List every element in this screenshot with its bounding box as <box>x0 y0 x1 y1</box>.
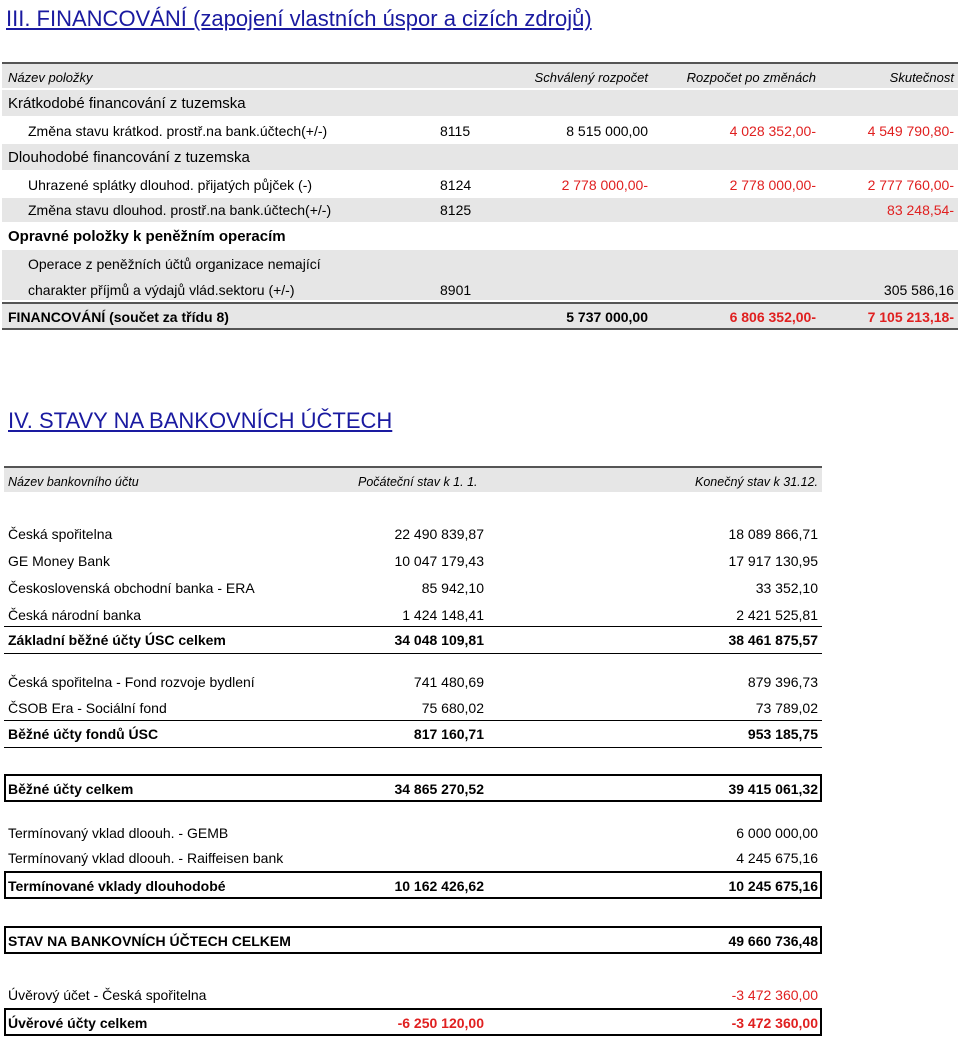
account-end: 4 245 675,16 <box>736 850 818 866</box>
table-row <box>2 118 958 144</box>
col-account-name: Název bankovního účtu <box>8 475 139 489</box>
row-code: 8901 <box>440 282 472 298</box>
subtotal-end: 953 185,75 <box>747 726 818 742</box>
row-label: Krátkodobé financování z tuzemska <box>8 95 246 112</box>
col-end: Konečný stav k 31.12. <box>695 475 818 489</box>
total-label: Termínované vklady dlouhodobé <box>8 878 226 894</box>
account-end: 17 917 130,95 <box>728 553 818 569</box>
row-label: Uhrazené splátky dlouhod. přijatých půjček (-) <box>28 177 313 193</box>
col-approved: Schválený rozpočet <box>534 70 648 85</box>
col-changed: Rozpočet po změnách <box>686 70 816 85</box>
section3-header-row <box>2 62 958 88</box>
total-label: Běžné účty celkem <box>8 781 134 797</box>
row-code: 8124 <box>440 177 472 193</box>
account-end: 18 089 866,71 <box>728 526 818 542</box>
subtotal-start: 817 160,71 <box>413 726 484 742</box>
row-actual: 83 248,54- <box>887 202 954 218</box>
account-label: Česká spořitelna <box>8 526 113 542</box>
account-start: 1 424 148,41 <box>402 607 484 623</box>
total-label: STAV NA BANKOVNÍCH ÚČTECH CELKEM <box>8 933 291 949</box>
total-end: 49 660 736,48 <box>728 933 818 949</box>
total-start: -6 250 120,00 <box>397 1015 484 1031</box>
section3-title: III. FINANCOVÁNÍ (zapojení vlastních úspor a cizích zdrojů) <box>6 6 592 31</box>
current-total-row <box>4 774 822 802</box>
row-actual: 4 549 790,80- <box>867 123 954 139</box>
account-start: 85 942,10 <box>421 580 484 596</box>
section4-header-row <box>4 466 822 492</box>
total-actual: 7 105 213,18- <box>867 309 954 325</box>
subtotal-end: 38 461 875,57 <box>728 632 818 648</box>
table-row <box>2 250 958 300</box>
table-row <box>2 144 958 170</box>
account-start: 75 680,02 <box>421 700 484 716</box>
row-label: Změna stavu dlouhod. prostř.na bank.účtech(+/-) <box>28 202 332 218</box>
loan-total-row <box>4 1008 822 1036</box>
row-approved: 2 778 000,00- <box>561 177 648 193</box>
row-changed: 4 028 352,00- <box>729 123 816 139</box>
row-label: Dlouhodobé financování z tuzemska <box>8 149 250 166</box>
account-label: Úvěrový účet - Česká spořitelna <box>8 987 207 1003</box>
total-label: Úvěrové účty celkem <box>8 1015 148 1031</box>
account-end: 33 352,10 <box>755 580 818 596</box>
table-row <box>2 90 958 116</box>
account-end: 6 000 000,00 <box>736 825 818 841</box>
total-approved: 5 737 000,00 <box>566 309 648 325</box>
subtotal-start: 34 048 109,81 <box>394 632 484 648</box>
row-actual: 2 777 760,00- <box>867 177 954 193</box>
row-label: Opravné položky k peněžním operacím <box>8 228 286 245</box>
total-start: 10 162 426,62 <box>394 878 484 894</box>
account-label: Česká spořitelna - Fond rozvoje bydlení <box>8 674 255 690</box>
col-actual: Skutečnost <box>889 70 954 85</box>
account-label: Československá obchodní banka - ERA <box>8 580 255 596</box>
table-row <box>2 198 958 222</box>
account-end: 2 421 525,81 <box>736 607 818 623</box>
account-label: GE Money Bank <box>8 553 110 569</box>
total-end: 10 245 675,16 <box>728 878 818 894</box>
row-label: Změna stavu krátkod. prostř.na bank.účtech(+/-) <box>28 123 328 139</box>
account-start: 741 480,69 <box>413 674 484 690</box>
row-code: 8115 <box>440 123 471 139</box>
col-item-name: Název položky <box>8 70 93 85</box>
row-code: 8125 <box>440 202 472 218</box>
col-start: Počáteční stav k 1. 1. <box>358 475 478 489</box>
account-label: ČSOB Era - Sociální fond <box>8 700 167 716</box>
section4-title: IV. STAVY NA BANKOVNÍCH ÚČTECH <box>8 408 393 433</box>
account-start: 22 490 839,87 <box>394 526 484 542</box>
account-end: 73 789,02 <box>755 700 818 716</box>
account-end: 879 396,73 <box>747 674 818 690</box>
grand-total-row <box>4 926 822 954</box>
table-row <box>2 172 958 198</box>
row-label: charakter příjmů a výdajů vlád.sektoru (+/-) <box>28 282 295 298</box>
subtotal-label: Základní běžné účty ÚSC celkem <box>8 632 226 648</box>
total-row <box>2 302 958 330</box>
total-start: 34 865 270,52 <box>394 781 484 797</box>
subtotal-row <box>4 720 822 748</box>
account-label: Termínovaný vklad dloouh. - GEMB <box>8 825 229 841</box>
account-label: Česká národní banka <box>8 607 142 623</box>
row-approved: 8 515 000,00 <box>566 123 648 139</box>
term-total-row <box>4 871 822 899</box>
total-end: -3 472 360,00 <box>731 1015 818 1031</box>
total-end: 39 415 061,32 <box>728 781 818 797</box>
row-label: Operace z peněžních účtů organizace nemající <box>28 256 321 272</box>
subtotal-row <box>4 626 822 654</box>
account-end: -3 472 360,00 <box>731 987 818 1003</box>
subtotal-label: Běžné účty fondů ÚSC <box>8 726 159 742</box>
row-actual: 305 586,16 <box>883 282 954 298</box>
total-label: FINANCOVÁNÍ (součet za třídu 8) <box>8 309 229 325</box>
account-label: Termínovaný vklad dloouh. - Raiffeisen bank <box>8 850 284 866</box>
account-start: 10 047 179,43 <box>394 553 484 569</box>
row-changed: 2 778 000,00- <box>729 177 816 193</box>
total-changed: 6 806 352,00- <box>729 309 816 325</box>
table-row <box>2 224 958 248</box>
